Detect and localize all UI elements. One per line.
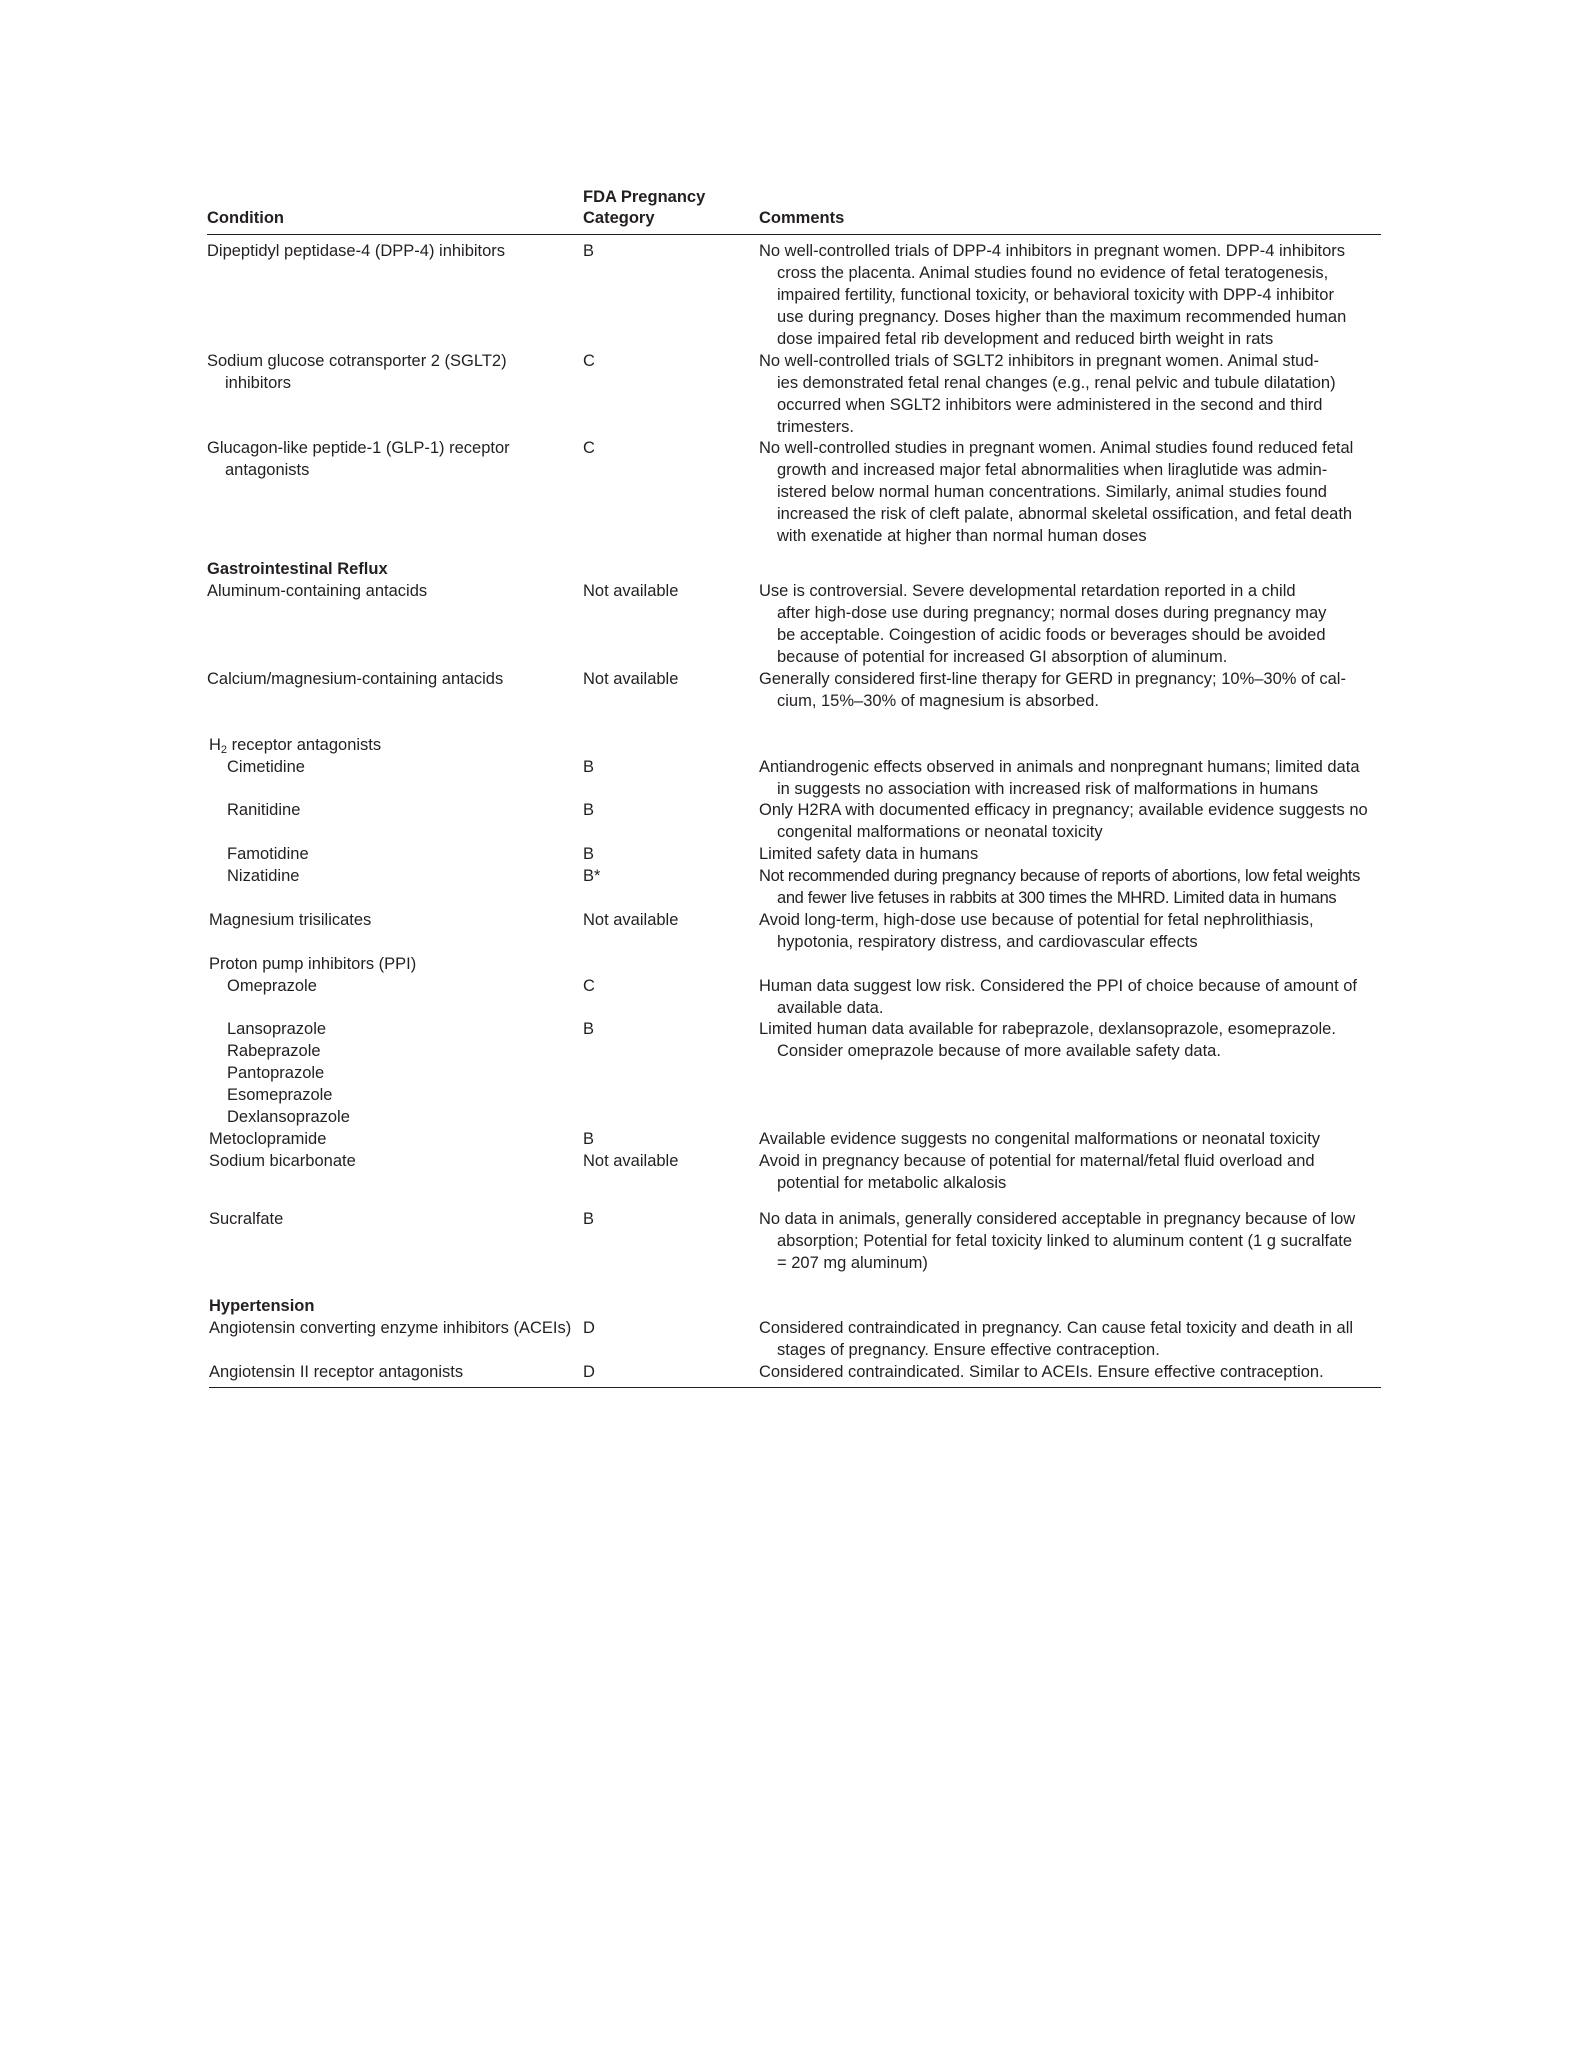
comment-line: with exenatide at higher than normal human doses: [777, 527, 1147, 545]
comment-line: No well-controlled trials of SGLT2 inhibitors in pregnant women. Animal stud-: [759, 352, 1320, 370]
row-condition: Dipeptidyl peptidase-4 (DPP-4) inhibitors: [207, 242, 506, 260]
group-heading-h2: [209, 734, 585, 758]
row-category: B: [583, 845, 595, 863]
row-condition: Metoclopramide: [209, 1130, 327, 1148]
row-comments: [759, 799, 1381, 843]
comment-line: ies demonstrated fetal renal changes (e.g., renal pelvic and tubule dilatation): [777, 374, 1336, 392]
comment-line: Considered contraindicated. Similar to ACEIs. Ensure effective contraception.: [759, 1363, 1324, 1381]
row-comments: [759, 1317, 1381, 1361]
comment-line: Limited safety data in humans: [759, 845, 979, 863]
row-comments: [759, 909, 1381, 953]
comment-line: cross the placenta. Animal studies found no evidence of fetal teratogenesis,: [777, 264, 1329, 282]
comment-line: dose impaired fetal rib development and reduced birth weight in rats: [777, 330, 1274, 348]
comment-line: trimesters.: [777, 418, 855, 436]
comment-line: Antiandrogenic effects observed in animals and nonpregnant humans; limited data: [759, 758, 1360, 776]
group-subscript: 2: [220, 744, 228, 756]
row-condition: [207, 350, 583, 394]
comment-line: and fewer live fetuses in rabbits at 300 times the MHRD. Limited data in humans: [777, 889, 1337, 907]
row-comments: [759, 1361, 1381, 1383]
row-condition: Calcium/magnesium-containing antacids: [207, 670, 504, 688]
row-condition: Angiotensin II receptor antagonists: [209, 1363, 464, 1381]
row-comments: [759, 843, 1381, 865]
row-category: Not available: [583, 582, 679, 600]
comment-line: use during pregnancy. Doses higher than the maximum recommended human: [777, 308, 1347, 326]
row-category: Not available: [583, 1152, 679, 1170]
header-comments: Comments: [759, 209, 845, 227]
row-category: B: [583, 1210, 595, 1228]
row-comments: [759, 580, 1381, 668]
row-comments: [759, 975, 1381, 1019]
comment-line: potential for metabolic alkalosis: [777, 1174, 1007, 1192]
comment-line: Avoid in pregnancy because of potential for maternal/fetal fluid overload and: [759, 1152, 1315, 1170]
row-category: C: [583, 439, 595, 457]
header-rule: [207, 234, 1381, 235]
row-category: C: [583, 352, 595, 370]
drug-name: Lansoprazole: [227, 1020, 327, 1038]
header-condition: Condition: [207, 209, 284, 227]
row-comments: [759, 865, 1381, 909]
comment-line: because of potential for increased GI absorption of aluminum.: [777, 648, 1228, 666]
comment-line: No data in animals, generally considered acceptable in pregnancy because of low: [759, 1210, 1356, 1228]
comment-line: Limited human data available for rabeprazole, dexlansoprazole, esomeprazole.: [759, 1020, 1336, 1038]
group-letter: H: [209, 736, 221, 754]
drug-name: Rabeprazole: [227, 1042, 321, 1060]
row-drug: Ranitidine: [227, 801, 301, 819]
row-drug: Omeprazole: [227, 977, 317, 995]
row-comments: [759, 1150, 1381, 1194]
row-category: B: [583, 758, 595, 776]
header-fda-category: [583, 187, 759, 229]
comment-line: occurred when SGLT2 inhibitors were administered in the second and third: [777, 396, 1323, 414]
comment-line: available data.: [777, 999, 884, 1017]
condition-line: Sodium glucose cotransporter 2 (SGLT2): [207, 352, 507, 370]
comment-line: Use is controversial. Severe developmental retardation reported in a child: [759, 582, 1296, 600]
comment-line: absorption; Potential for fetal toxicity linked to aluminum content (1 g sucralfate: [777, 1232, 1353, 1250]
comment-line: in suggests no association with increased risk of malformations in humans: [777, 780, 1319, 798]
row-condition: Aluminum-containing antacids: [207, 582, 428, 600]
comment-line: be acceptable. Coingestion of acidic foods or beverages should be avoided: [777, 626, 1326, 644]
row-category: Not available: [583, 911, 679, 929]
condition-line: inhibitors: [225, 374, 292, 392]
section-heading: Hypertension: [209, 1297, 315, 1315]
comment-line: Only H2RA with documented efficacy in pregnancy; available evidence suggests no: [759, 801, 1368, 819]
row-drug: Famotidine: [227, 845, 309, 863]
comment-line: No well-controlled studies in pregnant women. Animal studies found reduced fetal: [759, 439, 1354, 457]
drug-name: Pantoprazole: [227, 1064, 325, 1082]
row-comments: [759, 1128, 1381, 1150]
comment-line: congenital malformations or neonatal toxicity: [777, 823, 1103, 841]
row-condition: Sodium bicarbonate: [209, 1152, 356, 1170]
condition-line: antagonists: [225, 461, 310, 479]
comment-line: Available evidence suggests no congenital malformations or neonatal toxicity: [759, 1130, 1321, 1148]
comment-line: Generally considered first-line therapy for GERD in pregnancy; 10%–30% of cal-: [759, 670, 1346, 688]
row-comments: [759, 756, 1381, 800]
row-comments: [759, 437, 1381, 547]
comment-line: No well-controlled trials of DPP-4 inhibitors in pregnant women. DPP-4 inhibitors: [759, 242, 1346, 260]
row-category: B: [583, 801, 595, 819]
row-category: D: [583, 1319, 595, 1337]
row-comments: [759, 1018, 1381, 1062]
condition-line: Glucagon-like peptide-1 (GLP-1) receptor: [207, 439, 510, 457]
row-category: C: [583, 977, 595, 995]
group-rest: receptor antagonists: [227, 736, 382, 754]
comment-line: Avoid long-term, high-dose use because of potential for fetal nephrolithiasis,: [759, 911, 1314, 929]
row-category: B: [583, 1020, 595, 1038]
drug-name: Esomeprazole: [227, 1086, 333, 1104]
comment-line: Consider omeprazole because of more available safety data.: [777, 1042, 1221, 1060]
comment-line: after high-dose use during pregnancy; normal doses during pregnancy may: [777, 604, 1327, 622]
header-fda-line1: FDA Pregnancy: [583, 188, 706, 206]
row-condition: Magnesium trisilicates: [209, 911, 372, 929]
comment-line: = 207 mg aluminum): [777, 1254, 928, 1272]
row-comments: [759, 668, 1381, 712]
row-category: B: [583, 242, 595, 260]
comment-line: Considered contraindicated in pregnancy. Can cause fetal toxicity and death in all: [759, 1319, 1354, 1337]
comment-line: increased the risk of cleft palate, abnormal skeletal ossification, and fetal death: [777, 505, 1353, 523]
section-heading: Gastrointestinal Reflux: [207, 560, 388, 578]
row-category: Not available: [583, 670, 679, 688]
row-comments: [759, 240, 1381, 350]
row-category: D: [583, 1363, 595, 1381]
comment-line: istered below normal human concentrations. Similarly, animal studies found: [777, 483, 1327, 501]
comment-line: Not recommended during pregnancy because of reports of abortions, low fetal weights: [759, 867, 1361, 885]
row-drug-list: [207, 1018, 603, 1128]
row-drug: Cimetidine: [227, 758, 305, 776]
comment-line: Human data suggest low risk. Considered the PPI of choice because of amount of: [759, 977, 1358, 995]
footer-rule: [209, 1387, 1381, 1388]
comment-line: impaired fertility, functional toxicity, or behavioral toxicity with DPP-4 inhibitor: [777, 286, 1334, 304]
row-condition: Angiotensin converting enzyme inhibitors (ACEIs): [209, 1319, 572, 1337]
row-category: B*: [583, 867, 601, 885]
comment-line: cium, 15%–30% of magnesium is absorbed.: [777, 692, 1099, 710]
row-comments: [759, 350, 1381, 438]
header-fda-line2: Category: [583, 209, 655, 227]
row-condition: [207, 437, 583, 481]
comment-line: stages of pregnancy. Ensure effective contraception.: [777, 1341, 1160, 1359]
comment-line: hypotonia, respiratory distress, and cardiovascular effects: [777, 933, 1198, 951]
row-condition: Sucralfate: [209, 1210, 284, 1228]
drug-name: Dexlansoprazole: [227, 1108, 350, 1126]
row-drug: Nizatidine: [227, 867, 300, 885]
comment-line: growth and increased major fetal abnormalities when liraglutide was admin-: [777, 461, 1328, 479]
group-heading-ppi: Proton pump inhibitors (PPI): [209, 955, 417, 973]
row-comments: [759, 1208, 1381, 1274]
row-category: B: [583, 1130, 595, 1148]
